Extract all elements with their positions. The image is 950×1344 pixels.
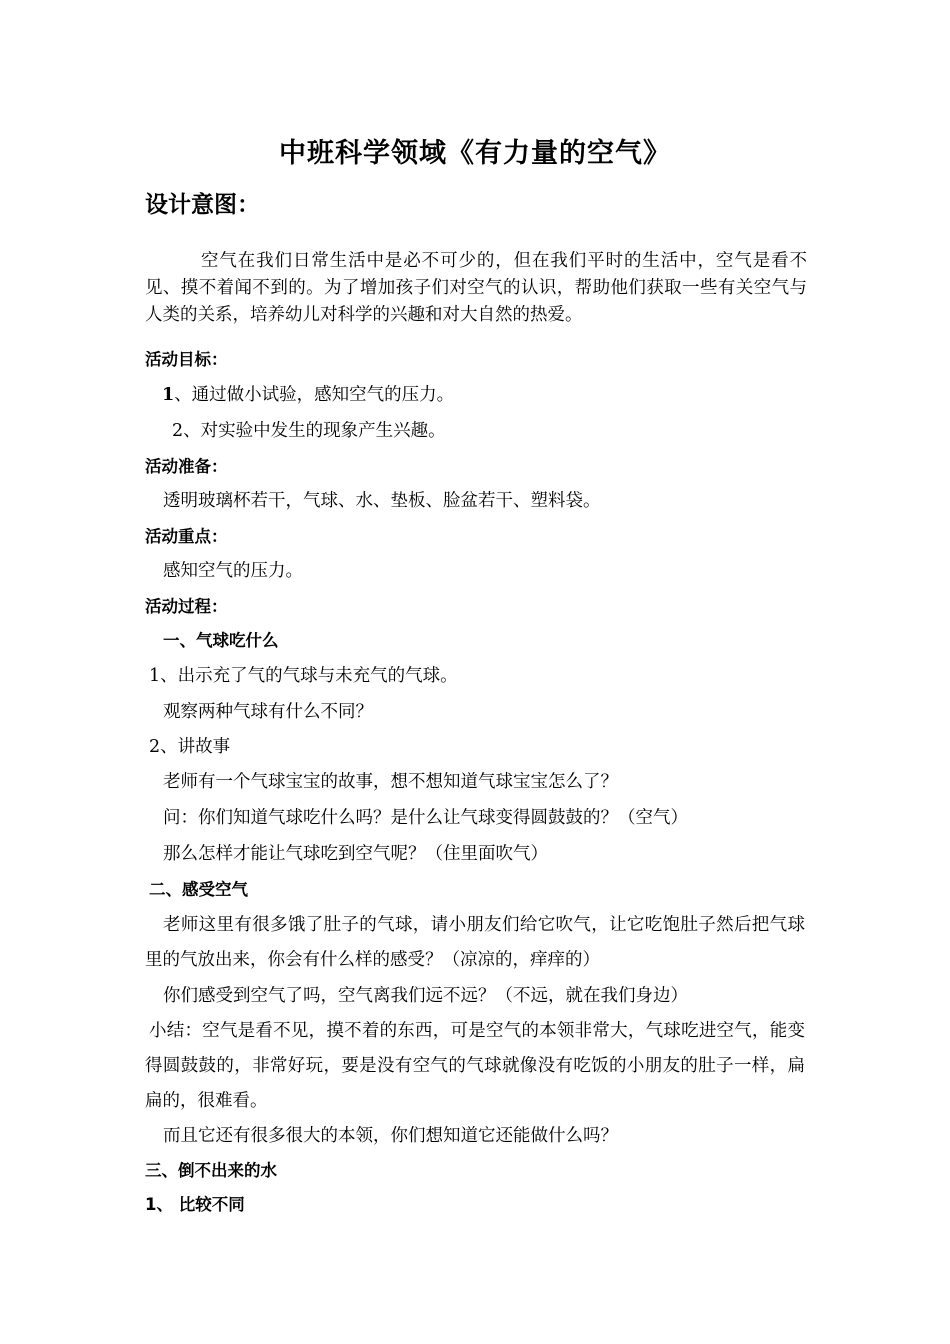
part3-item-1: 1、 比较不同 [145,1195,245,1214]
design-heading: 设计意图： [145,192,260,218]
part2-text-3: 而且它还有很多很大的本领，你们想知道它还能做什么吗？ [163,1126,618,1146]
design-paragraph: 空气在我们日常生活中是必不可少的，但在我们平时的生活中，空气是看不见、摸不着闻不到的。为了增加孩子们对空气的认识，帮助他们获取一些有关空气与人类的关系，培养幼儿对科学的兴趣和对大自然的热爱。 [145,251,807,325]
part1-item-2-b: 问：你们知道气球吃什么吗？是什么让气球变得圆鼓鼓的？（空气） [163,808,688,828]
part1-item-2-a: 老师有一个气球宝宝的故事，想不想知道气球宝宝怎么了？ [163,772,618,792]
part2-text-1: 老师这里有很多饿了肚子的气球，请小朋友们给它吹气，让它吃饱肚子然后把气球里的气放出来，你会有什么样的感受？（凉凉的，痒痒的） [145,915,805,970]
part2-heading: 二、感受空气 [149,880,248,899]
part3-heading: 三、倒不出来的水 [145,1161,277,1180]
part1-item-1: 1、出示充了气的气球与未充气的气球。 [149,666,458,686]
prep-text: 透明玻璃杯若干，气球、水、垫板、脸盆若干、塑料袋。 [163,491,601,511]
goal-item-2: 2、对实验中发生的现象产生兴趣。 [172,421,446,441]
part1-heading: 一、气球吃什么 [163,631,279,650]
goal-item-1-number: 1 [162,385,175,405]
part1-item-2-c: 那么怎样才能让气球吃到空气呢？（住里面吹气） [163,844,548,864]
focus-text: 感知空气的压力。 [163,561,303,581]
part2-summary: 小结：空气是看不见，摸不着的东西，可是空气的本领非常大，气球吃进空气，能变得圆鼓鼓的，非常好玩，要是没有空气的气球就像没有吃饭的小朋友的肚子一样，扁扁的，很难看。 [145,1021,805,1111]
document-title: 中班科学领域《有力量的空气》 [279,138,671,169]
goals-heading: 活动目标： [145,350,228,369]
goal-item-1 [162,383,832,407]
process-heading: 活动过程： [145,597,228,616]
part1-item-1-sub: 观察两种气球有什么不同？ [163,702,373,722]
part1-item-2: 2、讲故事 [149,737,231,757]
goal-item-1-text: 、通过做小试验，感知空气的压力。 [174,385,455,405]
focus-heading: 活动重点： [145,527,228,546]
part2-text-2: 你们感受到空气了吗，空气离我们远不远？（不远，就在我们身边） [163,986,688,1006]
prep-heading: 活动准备： [145,457,228,476]
